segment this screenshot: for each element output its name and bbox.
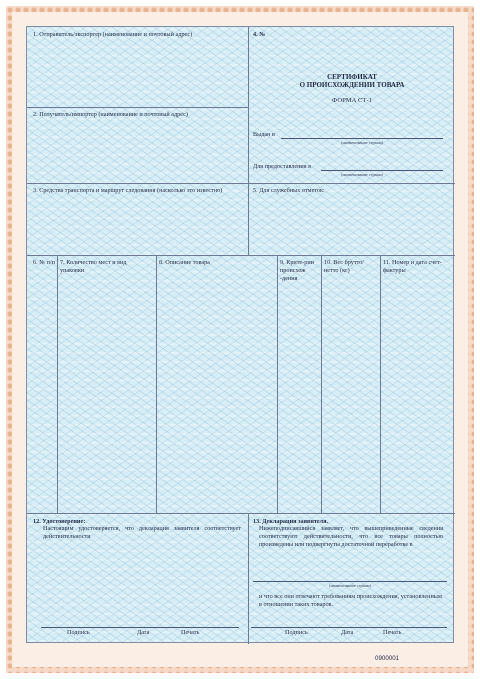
box13-text2: и что все они отвечают требованиям происхождения, установленным в отношении таких товаров. <box>259 593 442 608</box>
box13-stamp-label: Печать <box>383 629 402 636</box>
divider-v-col10 <box>380 255 381 513</box>
col9-header: 9. Крите-рии происхож -дения <box>280 259 314 282</box>
box13-signature-line[interactable] <box>251 627 447 628</box>
issued-in-hint: (наименование страны) <box>341 140 383 145</box>
divider-v-col8 <box>277 255 278 513</box>
certificate-form <box>26 26 454 643</box>
box2-label: 2. Получатель/импортер (наименование и почтовый адрес) <box>33 111 188 118</box>
box1-label: 1. Отправитель/экспортер (наименование и почтовый адрес) <box>33 31 193 38</box>
box12-signature-line[interactable] <box>41 627 239 628</box>
form-type: ФОРМА СТ-1 <box>332 97 372 104</box>
divider-v-col6 <box>57 255 58 513</box>
box12-stamp-label: Печать <box>181 629 200 636</box>
col8-header: 8. Описание товара <box>159 259 210 266</box>
box13-country-hint: (наименование страны) <box>329 583 371 588</box>
box13-country-field[interactable] <box>253 581 447 582</box>
box12-sign-label: Подпись <box>67 629 90 636</box>
divider-h-box2 <box>27 183 455 184</box>
box5-label: 5. Для служебных отметок: <box>253 187 325 194</box>
divider-h-box3 <box>27 255 455 256</box>
col11-header: 11. Номер и дата счет-фактуры <box>383 259 442 274</box>
col6-header: 6. № п/п <box>33 259 55 266</box>
divider-v-bottom <box>248 513 249 644</box>
col10-header: 10. Вес брутто/ нетто (кг) <box>324 259 364 274</box>
box13-text: Нижеподписавшийся заявляет, что вышеприведенные сведения соответствуют действительности, что все товары полностью произведены или подвергнуты достаточной переработке в <box>259 525 443 548</box>
divider-v-col9 <box>321 255 322 513</box>
presentation-label: Для предоставления в <box>253 163 312 170</box>
serial-number: 0900001 <box>375 655 400 662</box>
box13-title: 13. Декларация заявителя. <box>253 518 329 525</box>
certificate-title-line1: СЕРТИФИКАТ <box>327 73 377 81</box>
box3-label: 3. Средства транспорта и маршрут следования (насколько это известно) <box>33 187 223 194</box>
divider-h-table-bottom <box>27 513 455 514</box>
box13-sign-label: Подпись <box>285 629 308 636</box>
divider-v-top <box>248 27 249 255</box>
col7-header: 7. Количество мест и вид упаковки <box>60 259 127 274</box>
divider-h-box1 <box>27 107 248 108</box>
box12-date-label: Дата <box>137 629 150 636</box>
presentation-hint: (наименование страны) <box>341 172 383 177</box>
presentation-field[interactable] <box>321 170 443 171</box>
box13-date-label: Дата <box>341 629 354 636</box>
box12-title: 12. Удостоверение: <box>33 518 86 525</box>
box12-text: Настоящим удостоверяется, что декларация заявителя соответствует действительности <box>43 525 241 540</box>
divider-v-col7 <box>156 255 157 513</box>
issued-in-field[interactable] <box>281 138 443 139</box>
certificate-title-line2: О ПРОИСХОЖДЕНИИ ТОВАРА <box>299 81 405 89</box>
issued-in-label: Выдан в <box>253 131 275 138</box>
box4-number-label: 4. № <box>253 31 266 38</box>
